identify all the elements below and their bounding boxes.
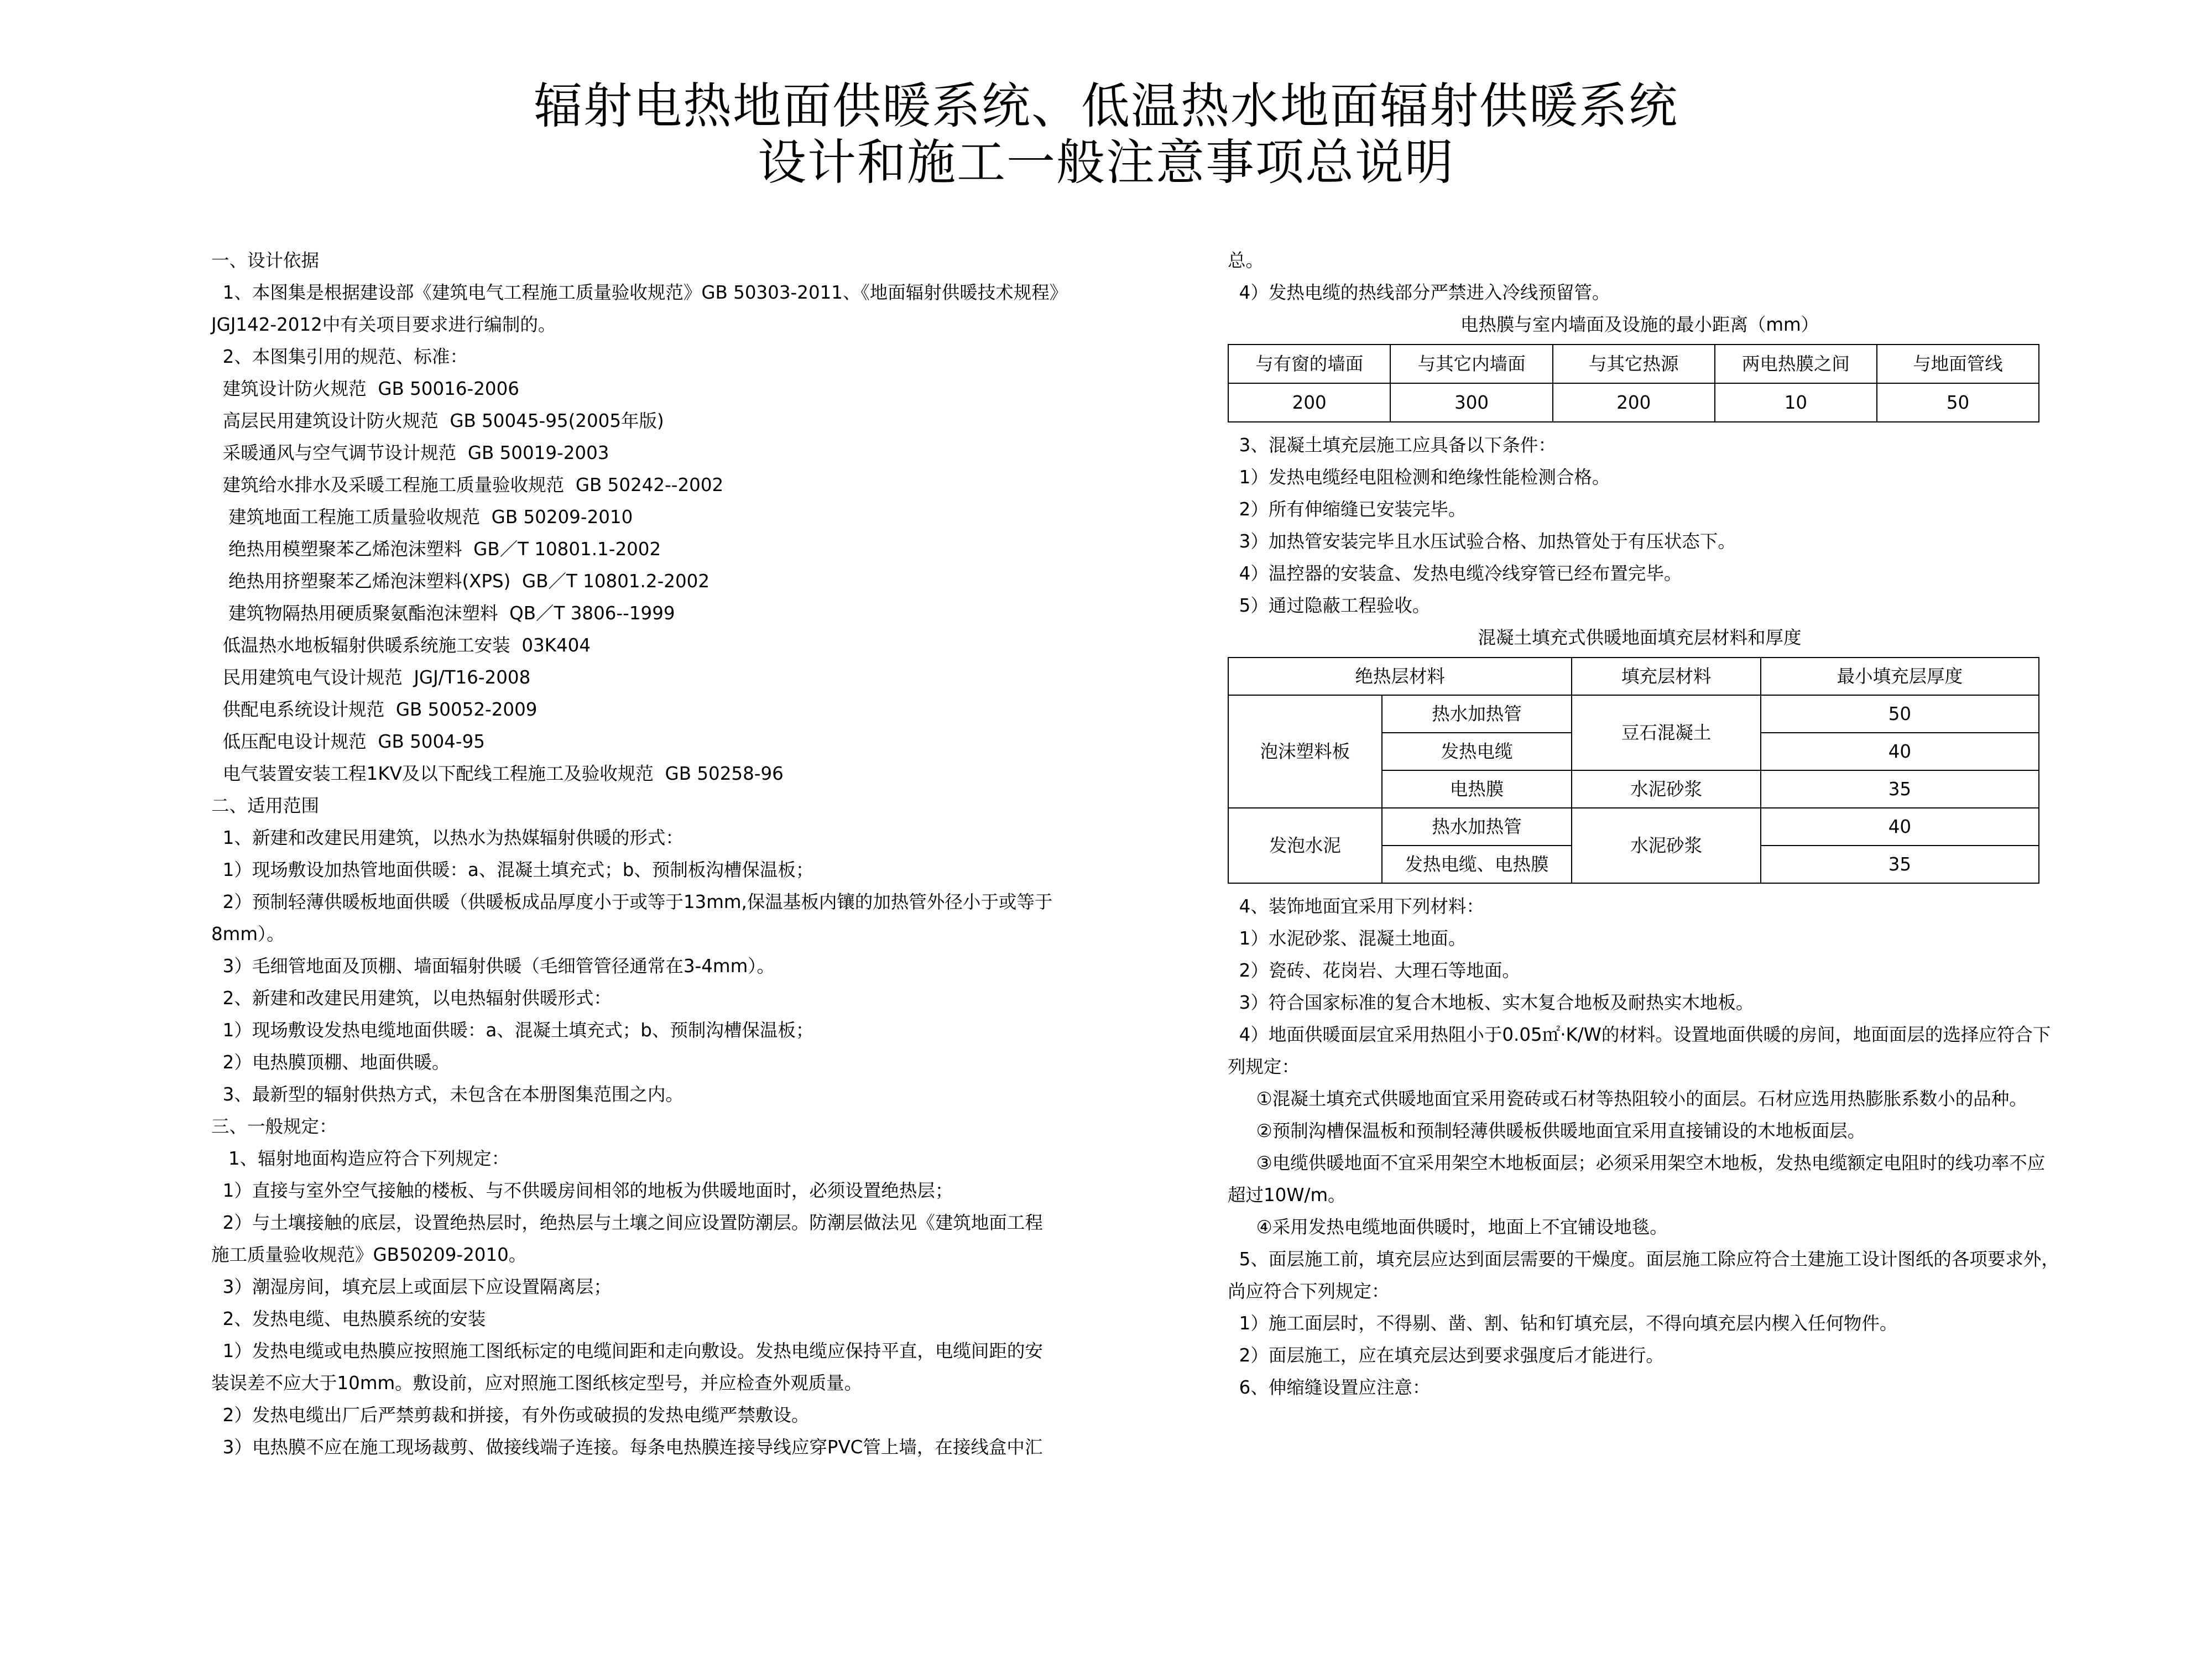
text-line: 1）现场敷设发热电缆地面供暖：a、混凝土填充式；b、预制沟槽保温板； — [211, 1020, 814, 1041]
text-line: ④采用发热电缆地面供暖时，地面上不宜铺设地毯。 — [1228, 1217, 1668, 1238]
text-line: 2）电热膜顶棚、地面供暖。 — [211, 1052, 450, 1073]
text-line: JGJ142-2012中有关项目要求进行编制的。 — [211, 314, 556, 335]
insulation-cell: 发泡水泥 — [1228, 808, 1382, 883]
text-line: ①混凝土填充式供暖地面宜采用瓷砖或石材等热阻较小的面层。石材应选用热膨胀系数小的品种。 — [1228, 1088, 2027, 1109]
heater-cell: 发热电缆 — [1382, 733, 1572, 770]
table-header-cell: 两电热膜之间 — [1715, 345, 1877, 383]
thickness-cell: 35 — [1761, 846, 2039, 883]
right-bottom-text — [1228, 890, 2059, 1404]
distance-table-header — [1228, 345, 2039, 383]
text-line: 2）与土壤接触的底层，设置绝热层时，绝热层与土壤之间应设置防潮层。防潮层做法见《建筑地面工程 — [211, 1212, 1043, 1233]
text-line: 3）符合国家标准的复合木地板、实木复合地板及耐热实木地板。 — [1228, 992, 1754, 1013]
text-line: 2）面层施工，应在填充层达到要求强度后才能进行。 — [1228, 1345, 1664, 1366]
text-line: 低压配电设计规范 GB 5004-95 — [211, 731, 485, 752]
text-line: 1）水泥砂浆、混凝土地面。 — [1228, 928, 1467, 949]
text-line: 建筑给水排水及采暖工程施工质量验收规范 GB 50242--2002 — [211, 474, 724, 495]
text-line: 5、面层施工前，填充层应达到面层需要的干燥度。面层施工除应符合土建施工设计图纸的各项要求外， — [1228, 1249, 2059, 1270]
text-line: 2、发热电缆、电热膜系统的安装 — [211, 1308, 486, 1329]
text-line: 建筑地面工程施工质量验收规范 GB 50209-2010 — [211, 507, 633, 528]
text-line: 高层民用建筑设计防火规范 GB 50045-95(2005年版) — [211, 410, 664, 431]
text-line: 绝热用挤塑聚苯乙烯泡沫塑料(XPS) GB／T 10801.2-2002 — [211, 571, 710, 592]
right-column — [1228, 244, 2059, 1404]
fill-table-caption: 混凝土填充式供暖地面填充层材料和厚度 — [1478, 627, 1802, 648]
heater-cell: 热水加热管 — [1382, 695, 1572, 733]
distance-table-values — [1228, 383, 2039, 422]
table-cell: 200 — [1228, 383, 1390, 422]
page-subtitle: 设计和施工一般注意事项总说明 — [757, 134, 1454, 191]
text-line: 总。 — [1228, 250, 1264, 271]
thickness-cell: 40 — [1761, 808, 2039, 846]
text-line: 绝热用模塑聚苯乙烯泡沫塑料 GB／T 10801.1-2002 — [211, 539, 661, 560]
text-line: 3）潮湿房间，填充层上或面层下应设置隔离层； — [211, 1276, 612, 1297]
text-line: 尚应符合下列规定： — [1228, 1281, 1390, 1302]
text-line: 8mm）。 — [211, 924, 285, 945]
filler-cell: 水泥砂浆 — [1572, 770, 1760, 808]
table-header-cell: 与有窗的墙面 — [1228, 345, 1390, 383]
fill-table-header — [1228, 658, 2039, 695]
filler-cell: 水泥砂浆 — [1572, 808, 1760, 883]
text-line: 一、设计依据 — [211, 250, 320, 271]
table-header-cell: 最小填充层厚度 — [1761, 658, 2039, 695]
text-line: 3、混凝土填充层施工应具备以下条件： — [1228, 435, 1556, 456]
text-line: ③电缆供暖地面不宜采用架空木地板面层；必须采用架空木地板，发热电缆额定电阻时的线功率不应 — [1228, 1152, 2046, 1173]
text-line: 二、适用范围 — [211, 795, 320, 816]
thickness-cell: 50 — [1761, 695, 2039, 733]
text-line: 3）毛细管地面及顶棚、墙面辐射供暖（毛细管管径通常在3-4mm）。 — [211, 956, 775, 977]
filler-cell: 豆石混凝土 — [1572, 695, 1760, 770]
table-cell: 50 — [1877, 383, 2039, 422]
insulation-cell: 泡沫塑料板 — [1228, 695, 1382, 808]
text-line: 1）现场敷设加热管地面供暖：a、混凝土填充式；b、预制板沟槽保温板； — [211, 859, 814, 880]
table-header-cell: 与其它热源 — [1553, 345, 1715, 383]
text-line: 1、辐射地面构造应符合下列规定： — [211, 1148, 510, 1169]
table-header-cell: 填充层材料 — [1572, 658, 1760, 695]
table-row — [1228, 808, 2039, 846]
text-line: 3）加热管安装完毕且水压试验合格、加热管处于有压状态下。 — [1228, 531, 1736, 552]
thickness-cell: 35 — [1761, 770, 2039, 808]
heater-cell: 热水加热管 — [1382, 808, 1572, 846]
heater-cell: 电热膜 — [1382, 770, 1572, 808]
text-line: 供配电系统设计规范 GB 50052-2009 — [211, 699, 538, 720]
text-line: 1）直接与室外空气接触的楼板、与不供暖房间相邻的地板为供暖地面时，必须设置绝热层； — [211, 1180, 953, 1201]
right-top-text — [1228, 244, 2052, 309]
text-line: 装误差不应大于10mm。敷设前，应对照施工图纸核定型号，并应检查外观质量。 — [211, 1373, 863, 1394]
text-line: 施工质量验收规范》GB50209-2010。 — [211, 1244, 527, 1265]
table-header-cell: 与其它内墙面 — [1390, 345, 1552, 383]
text-line: 1、新建和改建民用建筑，以热水为热媒辐射供暖的形式： — [211, 827, 684, 848]
text-line: 2、新建和改建民用建筑，以电热辐射供暖形式： — [211, 988, 612, 1009]
text-line: 采暖通风与空气调节设计规范 GB 50019-2003 — [211, 442, 609, 463]
text-line: 6、伸缩缝设置应注意： — [1228, 1377, 1431, 1398]
text-line: 2）预制轻薄供暖板地面供暖（供暖板成品厚度小于或等于13mm,保温基板内镶的加热管外径小于或等于 — [211, 891, 1053, 912]
table-cell: 10 — [1715, 383, 1877, 422]
text-line: 1）发热电缆或电热膜应按照施工图纸标定的电缆间距和走向敷设。发热电缆应保持平直，电缆间距的安 — [211, 1340, 1043, 1361]
text-line: 建筑物隔热用硬质聚氨酯泡沫塑料 QB／T 3806--1999 — [211, 603, 675, 624]
text-line: 1、本图集是根据建设部《建筑电气工程施工质量验收规范》GB 50303-2011、《地面辐射供暖技术规程》 — [211, 282, 1068, 303]
right-middle-text — [1228, 429, 2052, 622]
text-line: 4）发热电缆的热线部分严禁进入冷线预留管。 — [1228, 282, 1610, 303]
text-line: 2、本图集引用的规范、标准： — [211, 346, 468, 367]
text-line: 3）电热膜不应在施工现场裁剪、做接线端子连接。每条电热膜连接导线应穿PVC管上墙，在接线盒中汇 — [211, 1437, 1043, 1458]
text-line: 5）通过隐蔽工程验收。 — [1228, 595, 1431, 616]
text-line: 低温热水地板辐射供暖系统施工安装 03K404 — [211, 635, 591, 656]
table-cell: 300 — [1390, 383, 1552, 422]
text-line: 1）发热电缆经电阻检测和绝缘性能检测合格。 — [1228, 467, 1610, 488]
text-line: 3、最新型的辐射供热方式，未包含在本册图集范围之内。 — [211, 1084, 684, 1105]
text-line: ②预制沟槽保温板和预制轻薄供暖板供暖地面宜采用直接铺设的木地板面层。 — [1228, 1120, 1866, 1141]
text-line: 4）温控器的安装盒、发热电缆冷线穿管已经布置完毕。 — [1228, 563, 1682, 584]
text-line: 民用建筑电气设计规范 JGJ/T16-2008 — [211, 667, 531, 688]
text-line: 超过10W/m。 — [1228, 1185, 1346, 1206]
text-line: 2）发热电缆出厂后严禁剪裁和拼接，有外伤或破损的发热电缆严禁敷设。 — [211, 1405, 810, 1426]
text-line: 建筑设计防火规范 GB 50016-2006 — [211, 378, 519, 399]
dist-table-caption: 电热膜与室内墙面及设施的最小距离（mm） — [1460, 314, 1819, 335]
text-line: 2）所有伸缩缝已安装完毕。 — [1228, 499, 1467, 520]
text-line: 列规定： — [1228, 1056, 1300, 1077]
table-cell: 200 — [1553, 383, 1715, 422]
left-column — [211, 244, 1068, 1463]
table-row — [1228, 695, 2039, 733]
heater-cell: 发热电缆、电热膜 — [1382, 846, 1572, 883]
distance-table — [1228, 344, 2039, 422]
page-title: 辐射电热地面供暖系统、低温热水地面辐射供暖系统 — [533, 77, 1678, 134]
table-header-cell: 绝热层材料 — [1228, 658, 1572, 695]
fill-layer-table — [1228, 657, 2039, 884]
text-line: 4、装饰地面宜采用下列材料： — [1228, 896, 1484, 917]
table-header-cell: 与地面管线 — [1877, 345, 2039, 383]
text-line: 2）瓷砖、花岗岩、大理石等地面。 — [1228, 960, 1520, 981]
text-line: 4）地面供暖面层宜采用热阻小于0.05㎡·K/W的材料。设置地面供暖的房间，地面面层的选择应符合下 — [1228, 1024, 2051, 1045]
text-line: 电气装置安装工程1KV及以下配线工程施工及验收规范 GB 50258-96 — [211, 763, 784, 784]
text-line: 三、一般规定： — [211, 1116, 337, 1137]
text-line: 1）施工面层时，不得剔、凿、割、钻和钉填充层，不得向填充层内楔入任何物件。 — [1228, 1313, 1898, 1334]
thickness-cell: 40 — [1761, 733, 2039, 770]
